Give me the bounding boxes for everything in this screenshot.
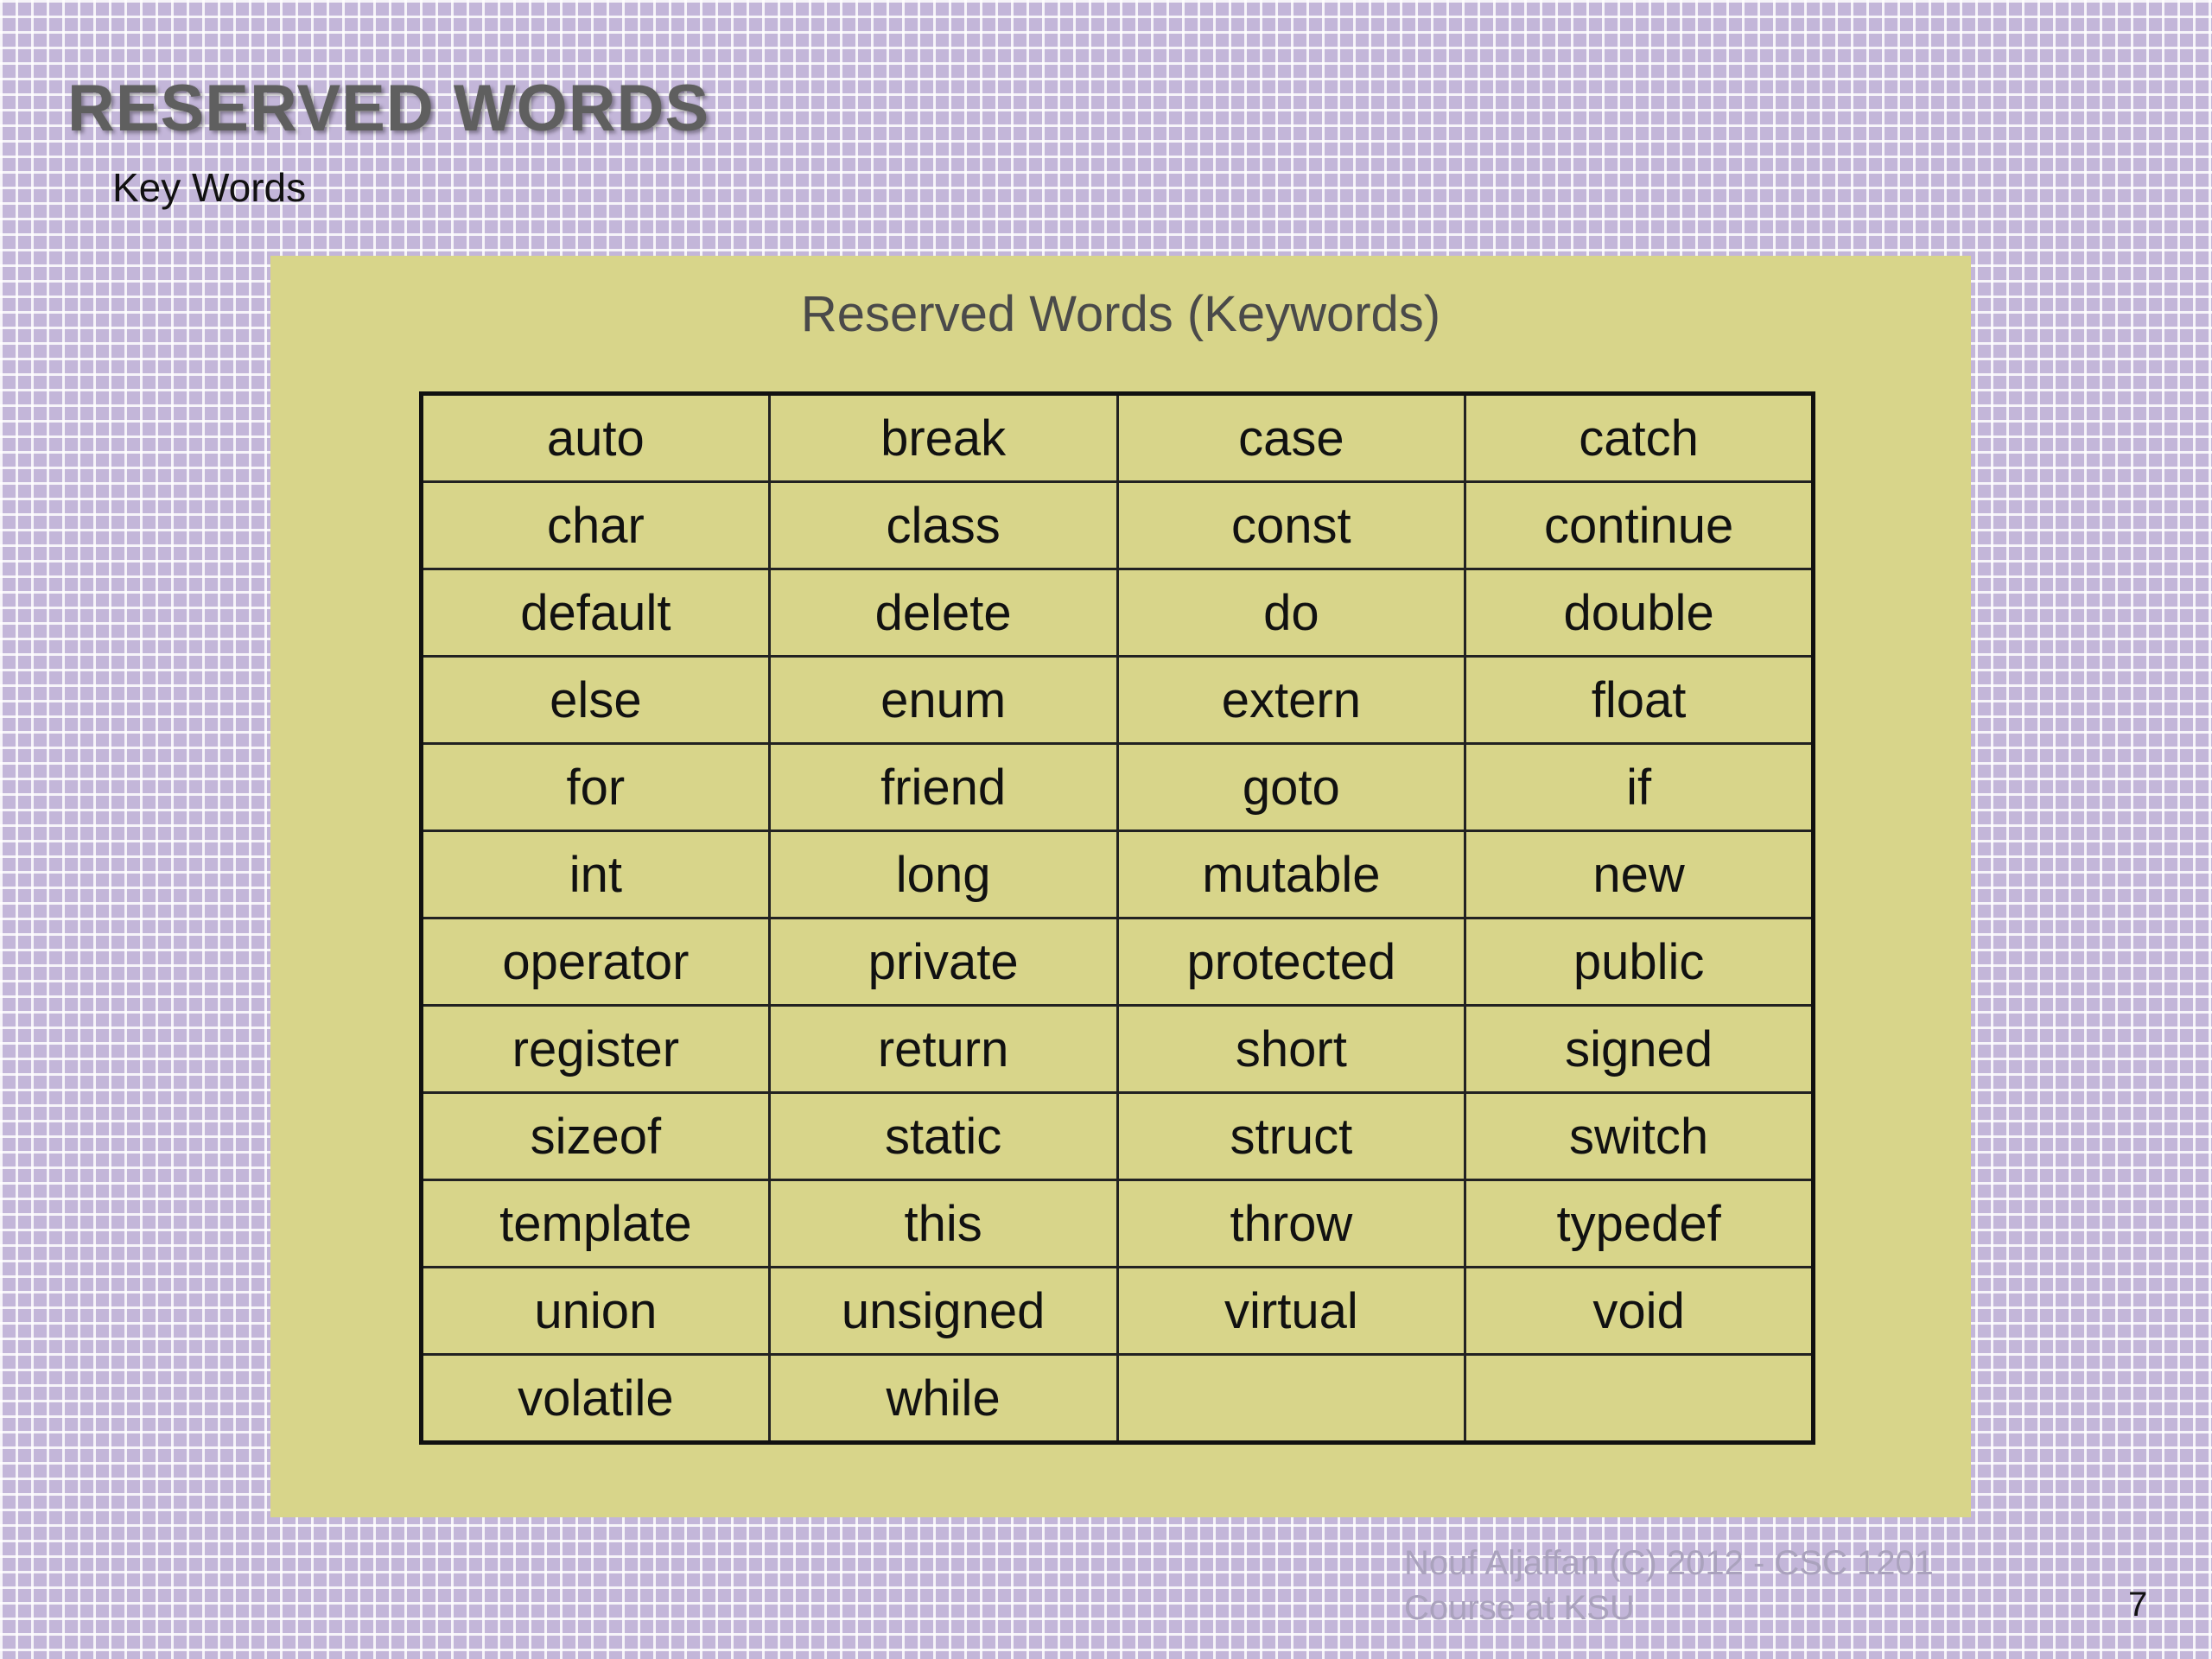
table-row: [422, 744, 1814, 831]
keyword-cell: double: [1465, 569, 1814, 657]
keyword-cell: break: [769, 394, 1117, 482]
keyword-cell: this: [769, 1180, 1117, 1268]
keyword-cell: long: [769, 831, 1117, 918]
keyword-cell: return: [769, 1006, 1117, 1093]
keyword-cell: delete: [769, 569, 1117, 657]
keyword-cell: void: [1465, 1268, 1814, 1355]
keyword-cell: union: [422, 1268, 770, 1355]
slide-title: RESERVED WORDS: [67, 72, 710, 145]
keyword-cell: else: [422, 657, 770, 744]
keyword-cell: [1117, 1355, 1465, 1443]
keyword-cell: virtual: [1117, 1268, 1465, 1355]
table-row: [422, 569, 1814, 657]
keyword-cell: [1465, 1355, 1814, 1443]
keywords-table: [419, 391, 1815, 1445]
panel-title: Reserved Words (Keywords): [800, 286, 1441, 342]
keyword-cell: friend: [769, 744, 1117, 831]
keyword-cell: operator: [422, 918, 770, 1006]
table-row: [422, 831, 1814, 918]
footer-note: Nouf Aljaffan (C) 2012 - CSC 1201 Course at KSU: [1404, 1544, 1934, 1627]
keyword-cell: public: [1465, 918, 1814, 1006]
keyword-cell: template: [422, 1180, 770, 1268]
keyword-cell: sizeof: [422, 1093, 770, 1180]
keyword-cell: default: [422, 569, 770, 657]
keyword-cell: int: [422, 831, 770, 918]
table-row: [422, 657, 1814, 744]
keyword-cell: const: [1117, 482, 1465, 569]
keyword-cell: volatile: [422, 1355, 770, 1443]
keyword-cell: for: [422, 744, 770, 831]
table-row: [422, 1180, 1814, 1268]
table-row: [422, 918, 1814, 1006]
keyword-cell: class: [769, 482, 1117, 569]
table-row: [422, 1006, 1814, 1093]
keyword-cell: catch: [1465, 394, 1814, 482]
keyword-cell: throw: [1117, 1180, 1465, 1268]
table-row: [422, 482, 1814, 569]
keyword-cell: mutable: [1117, 831, 1465, 918]
keyword-cell: register: [422, 1006, 770, 1093]
table-row: [422, 1093, 1814, 1180]
keyword-cell: enum: [769, 657, 1117, 744]
keyword-cell: case: [1117, 394, 1465, 482]
table-row: [422, 394, 1814, 482]
keyword-cell: char: [422, 482, 770, 569]
keyword-cell: do: [1117, 569, 1465, 657]
keyword-cell: protected: [1117, 918, 1465, 1006]
keyword-cell: goto: [1117, 744, 1465, 831]
keyword-cell: static: [769, 1093, 1117, 1180]
keyword-cell: new: [1465, 831, 1814, 918]
keyword-cell: while: [769, 1355, 1117, 1443]
page-number: 7: [2128, 1586, 2148, 1624]
keyword-cell: switch: [1465, 1093, 1814, 1180]
keyword-cell: private: [769, 918, 1117, 1006]
keyword-cell: signed: [1465, 1006, 1814, 1093]
table-row: [422, 1355, 1814, 1443]
keyword-cell: extern: [1117, 657, 1465, 744]
keyword-cell: short: [1117, 1006, 1465, 1093]
table-row: [422, 1268, 1814, 1355]
keyword-cell: auto: [422, 394, 770, 482]
keyword-cell: continue: [1465, 482, 1814, 569]
keyword-cell: float: [1465, 657, 1814, 744]
slide-subtitle: Key Words: [112, 165, 307, 210]
keywords-panel: [270, 256, 1971, 1517]
keyword-cell: unsigned: [769, 1268, 1117, 1355]
keyword-cell: struct: [1117, 1093, 1465, 1180]
keyword-cell: if: [1465, 744, 1814, 831]
keyword-cell: typedef: [1465, 1180, 1814, 1268]
